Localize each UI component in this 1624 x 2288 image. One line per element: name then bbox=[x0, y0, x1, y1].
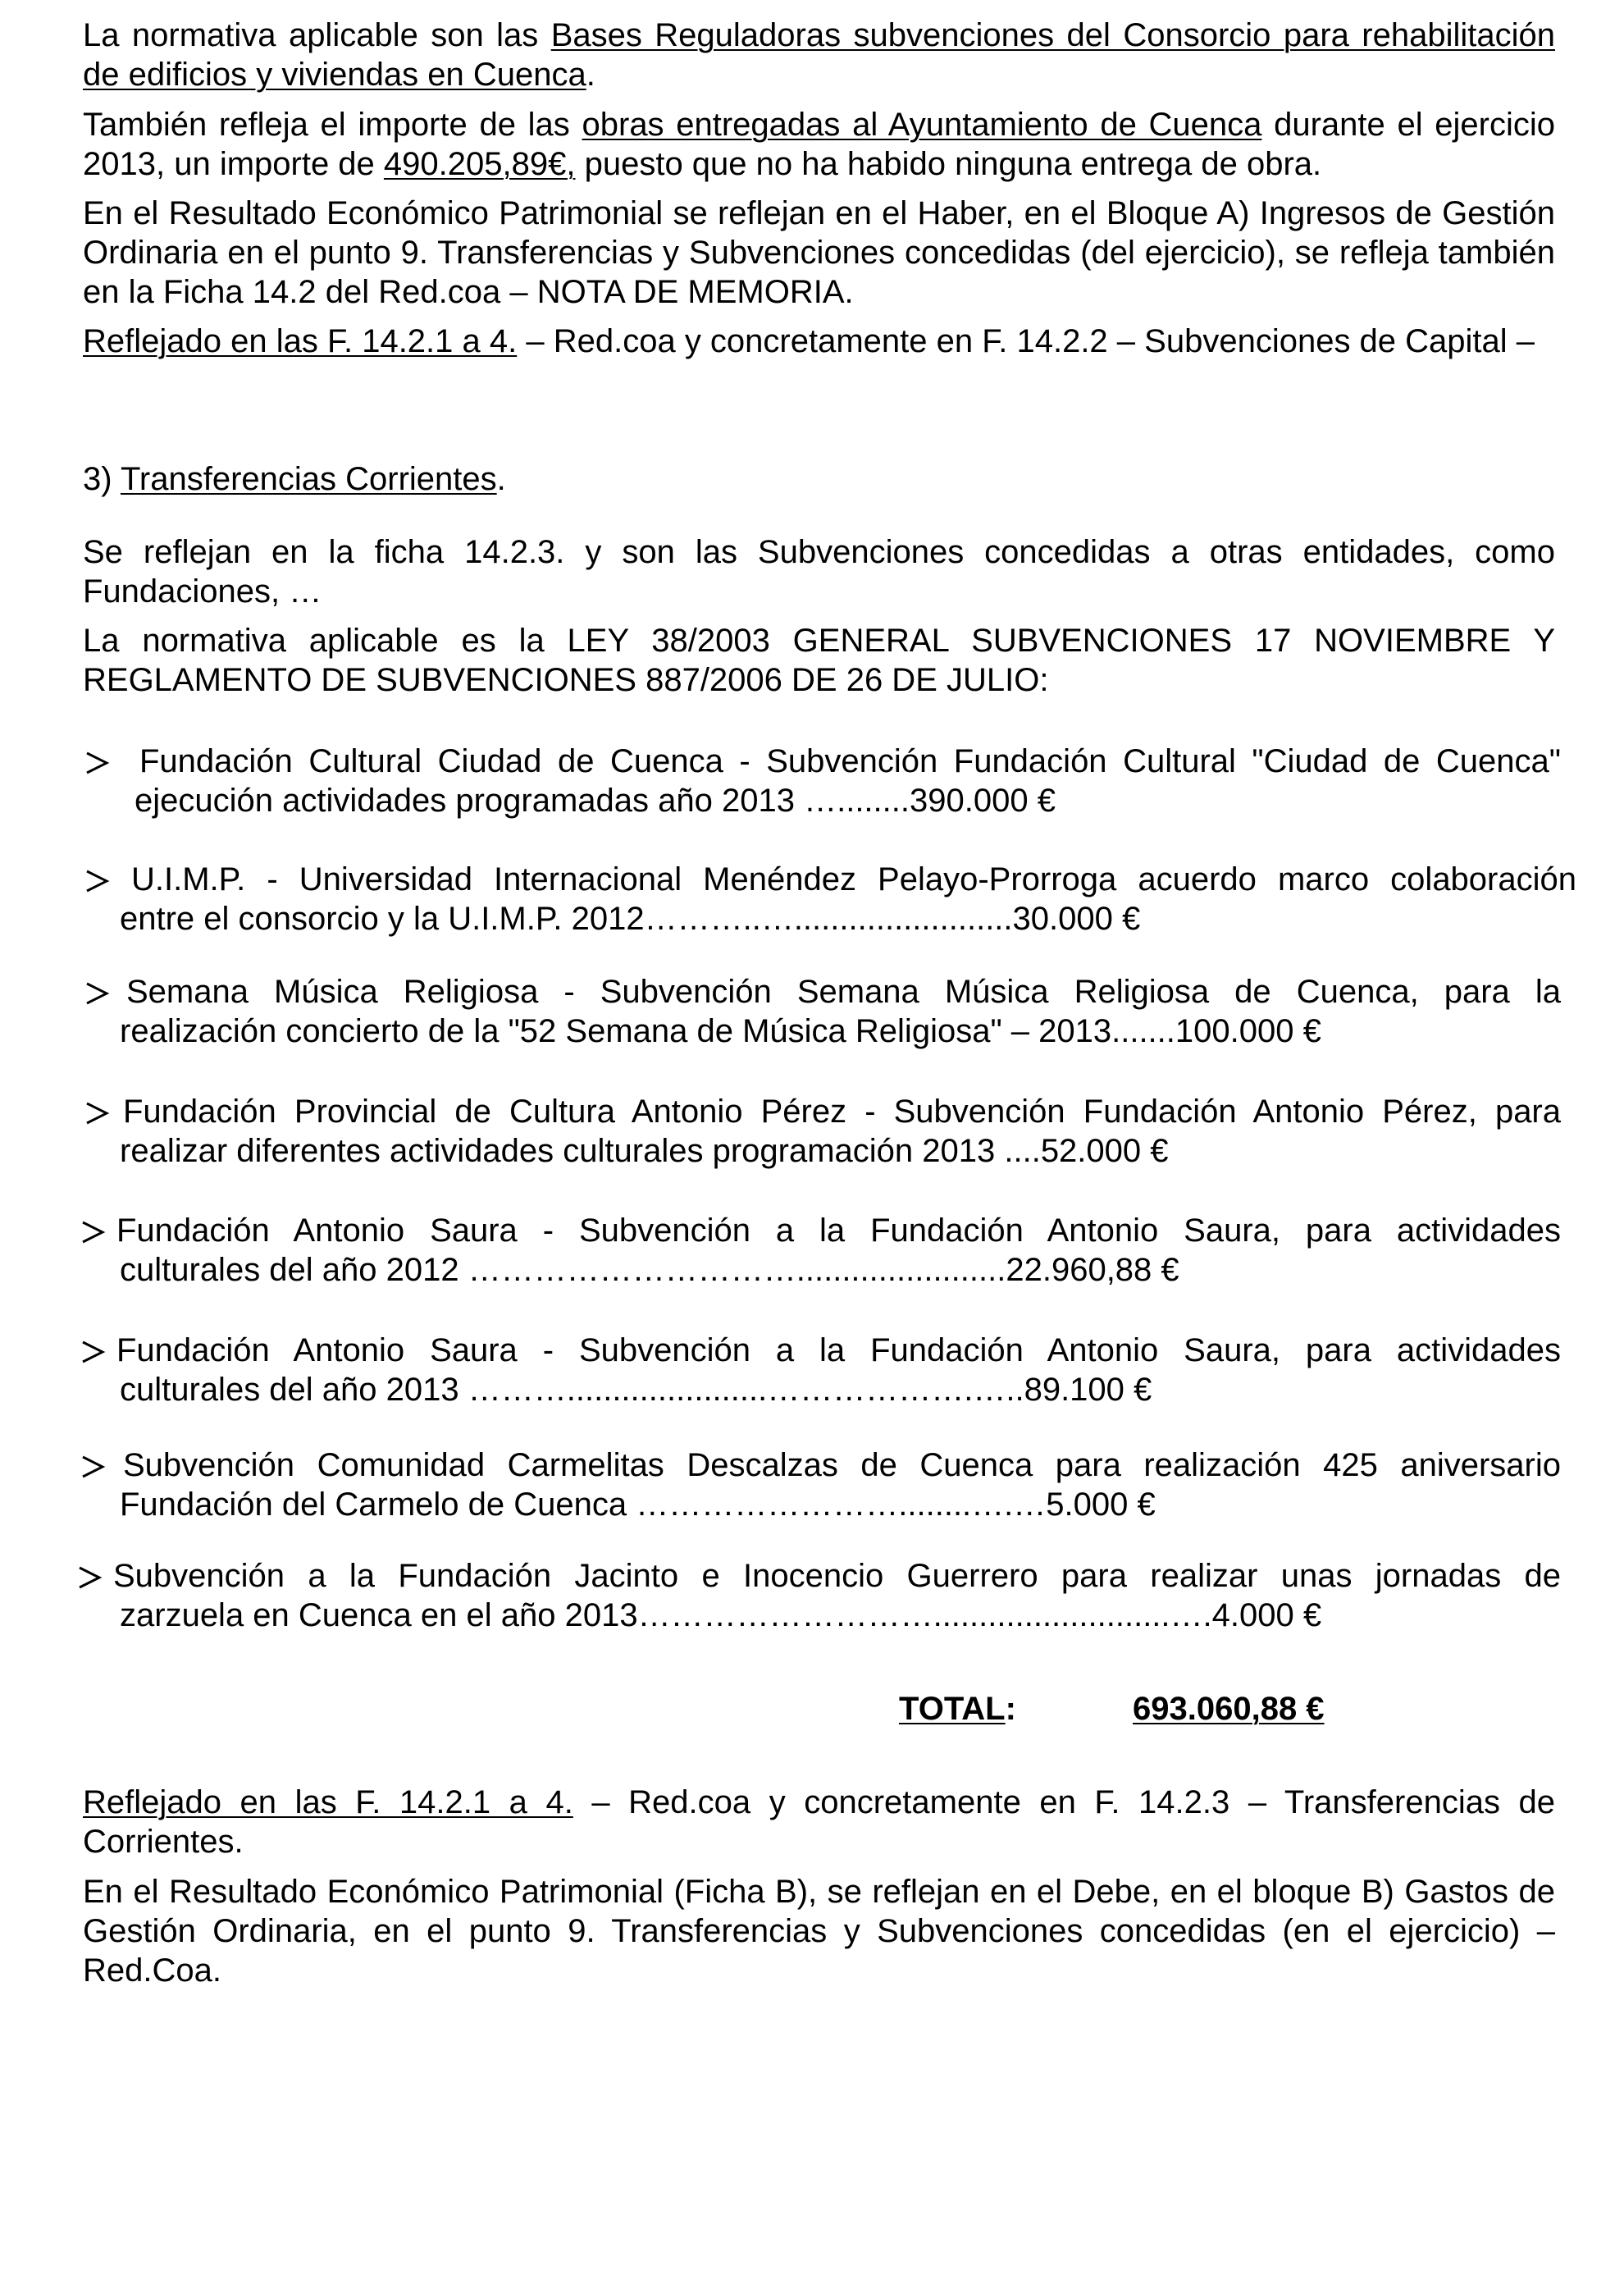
item-text-line2: realización concierto de la "52 Semana de Música Religiosa" – 2013.......100.000 € bbox=[120, 1013, 1321, 1049]
arrow-bullet-icon bbox=[83, 866, 112, 896]
paragraph-ficha-1423: Se reflejan en la ficha 14.2.3. y son las Subvenciones concedidas a otras entidades, como Fundaciones, … bbox=[83, 534, 1555, 610]
item-text-line2: entre el consorcio y la U.I.M.P. 2012………..…........................30.000 € bbox=[120, 901, 1141, 937]
total-amount: 693.060,88 € bbox=[1133, 1691, 1325, 1727]
arrow-bullet-icon bbox=[83, 1098, 112, 1128]
obras-entregadas-link[interactable]: obras entregadas al Ayuntamiento de Cuenca bbox=[582, 107, 1262, 143]
text: – Red.coa y concretamente en F. 14.2.2 – Subvenciones de Capital – bbox=[517, 323, 1535, 359]
text: : bbox=[1005, 1691, 1016, 1727]
paragraph-reflejado-capital bbox=[83, 322, 1555, 361]
arrow-bullet-icon bbox=[79, 1217, 108, 1247]
reflejado-link[interactable]: Reflejado en las F. 14.2.1 a 4. bbox=[83, 323, 518, 359]
text: . bbox=[496, 461, 506, 497]
text: – Red.coa y concretamente en F. 14.2.3 – Transferencias de Corrientes. bbox=[83, 1784, 1555, 1860]
item-text-line1: Subvención Comunidad Carmelitas Descalzas de Cuenca para realización 425 aniversario bbox=[123, 1447, 1561, 1483]
arrow-bullet-icon bbox=[83, 748, 112, 778]
item-text-line2: Fundación del Carmelo de Cuenca ……………………........….…5.000 € bbox=[120, 1487, 1156, 1523]
item-text-line1: Fundación Antonio Saura - Subvención a la Fundación Antonio Saura, para actividades bbox=[116, 1332, 1561, 1368]
arrow-bullet-icon bbox=[79, 1452, 108, 1482]
text: TOTAL bbox=[899, 1691, 1006, 1727]
item-text-line2: realizar diferentes actividades culturales programación 2013 ....52.000 € bbox=[120, 1133, 1169, 1169]
text: durante el ejercicio 2013, un importe de bbox=[83, 107, 1556, 182]
item-text-line1: Fundación Provincial de Cultura Antonio Pérez - Subvención Fundación Antonio Pérez, para bbox=[123, 1094, 1561, 1130]
arrow-bullet-icon bbox=[75, 1563, 105, 1592]
item-text-line2: culturales del año 2013 ………......................……………….…..89.100 € bbox=[120, 1372, 1152, 1408]
paragraph-obras-entregadas bbox=[83, 105, 1555, 184]
item-text-line1: U.I.M.P. - Universidad Internacional Menéndez Pelayo-Prorroga acuerdo marco colaboración bbox=[131, 861, 1576, 897]
paragraph-normativa-bases bbox=[83, 16, 1555, 94]
reflejado-link[interactable]: Reflejado en las F. 14.2.1 a 4. bbox=[83, 1784, 573, 1820]
paragraph-resultado-debe: En el Resultado Económico Patrimonial (Ficha B), se reflejan en el Debe, en el bloque B) Gastos de Gestión Ordinaria, en el punto 9. Transferencias y Subvenciones concedidas (en el ejercicio) – Red.Coa. bbox=[83, 1874, 1555, 1989]
item-text-line1: Fundación Cultural Ciudad de Cuenca - Subvención Fundación Cultural "Ciudad de Cuenca" bbox=[139, 743, 1561, 779]
bases-reguladoras-link[interactable]: Bases Reguladoras subvenciones del Consorcio para rehabilitación de edificios y viviendas en Cuenca bbox=[83, 17, 1555, 93]
item-text-line1: Fundación Antonio Saura - Subvención a la Fundación Antonio Saura, para actividades bbox=[116, 1213, 1561, 1249]
item-text-line1: Semana Música Religiosa - Subvención Semana Música Religiosa de Cuenca, para la bbox=[126, 974, 1561, 1010]
item-text-line1: Subvención a la Fundación Jacinto e Inocencio Guerrero para realizar unas jornadas de bbox=[113, 1558, 1561, 1594]
total-label bbox=[899, 1689, 1016, 1729]
section-number: 3) bbox=[83, 461, 121, 497]
text: puesto que no ha habido ninguna entrega de obra. bbox=[575, 146, 1322, 182]
item-text-line2: culturales del año 2012 ………………………….......................22.960,88 € bbox=[120, 1252, 1179, 1288]
item-text-line2: zarzuela en Cuenca en el año 2013………………………..........................….4.000 € bbox=[120, 1597, 1322, 1633]
paragraph-resultado-haber: En el Resultado Económico Patrimonial se reflejan en el Haber, en el Bloque A) Ingresos de Gestión Ordinaria en el punto 9. Transferencias y Subvenciones concedidas (del ejercicio), se refleja también en la Ficha 14.2 del Red.coa – NOTA DE MEMORIA. bbox=[83, 195, 1555, 310]
section-heading-transferencias bbox=[83, 459, 506, 499]
importe-obras: 490.205,89€, bbox=[383, 146, 576, 182]
text: . bbox=[586, 57, 595, 93]
section-title: Transferencias Corrientes bbox=[120, 461, 497, 497]
paragraph-reflejado-corrientes bbox=[83, 1783, 1555, 1861]
text: También refleja el importe de las bbox=[83, 107, 582, 143]
text: La normativa aplicable son las bbox=[83, 17, 551, 53]
paragraph-normativa-ley: La normativa aplicable es la LEY 38/2003 GENERAL SUBVENCIONES 17 NOVIEMBRE Y REGLAMENTO DE SUBVENCIONES 887/2006 DE 26 DE JULIO: bbox=[83, 623, 1555, 698]
arrow-bullet-icon bbox=[79, 1337, 108, 1367]
item-text-line2: ejecución actividades programadas año 2013 …........390.000 € bbox=[135, 783, 1056, 819]
arrow-bullet-icon bbox=[83, 979, 112, 1008]
